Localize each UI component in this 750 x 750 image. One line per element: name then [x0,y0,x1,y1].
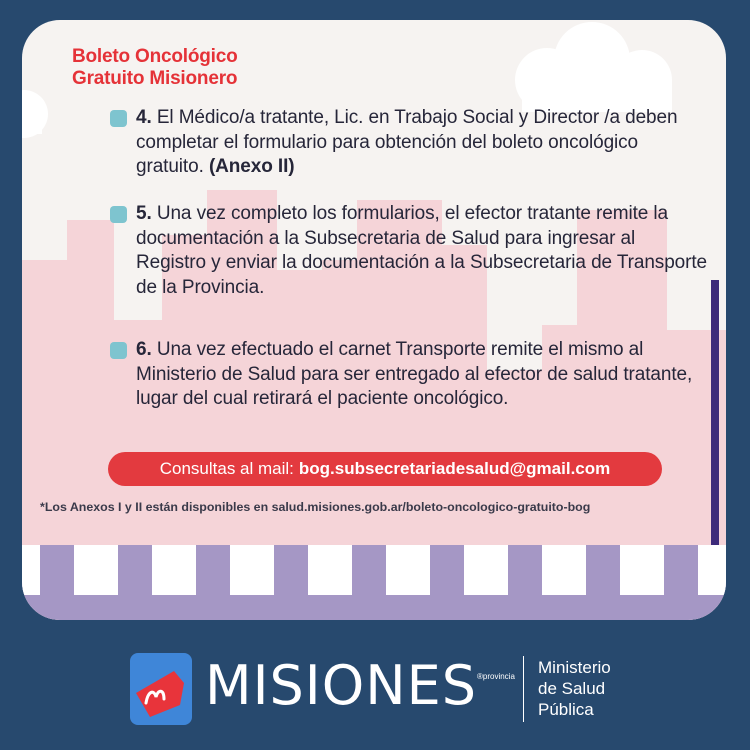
step-4-annex: (Anexo II) [208,156,295,177]
step-5-body: Una vez completo los formularios, el efector tratante remite la documentación a la Subsecretaria de Salud para ingresar al Registro y enviar la documentación a la Subsecretaria de Transporte de la Provincia. [136,203,708,298]
step-6 [110,338,710,412]
ministry-name [538,657,611,720]
step-6-body: Una vez efectuado el carnet Transporte remite el mismo al Ministerio de Salud para ser entregado al efector de salud tratante, lugar del cual retirará el paciente oncológico. [136,339,693,409]
ministry-line-1: Ministerio [538,658,611,677]
brand-divider [523,656,524,722]
info-card [22,20,726,620]
cloud-top-right [515,22,672,112]
footnote: *Los Anexos I y II están disponibles en salud.misiones.gob.ar/boleto-oncologico-gratuito-bog [40,500,591,514]
title-line-2: Gratuito Misionero [72,68,238,89]
step-5-text [136,202,710,300]
step-6-number: 6. [136,339,152,360]
cloud-left [22,90,48,138]
step-6-text [136,338,710,412]
step-4 [110,106,710,180]
step-5 [110,202,710,300]
step-4-body: El Médico/a tratante, Lic. en Trabajo Social y Director /a deben completar el formulario para obtención del boleto oncológico gratuito. [136,107,678,177]
step-4-text [136,106,710,180]
page-title [72,46,238,90]
step-5-number: 5. [136,203,152,224]
logo-mark-icon [130,653,192,725]
ministry-line-2: de Salud [538,679,606,698]
misiones-wordmark: MISIONES [205,654,478,717]
title-line-1: Boleto Oncológico [72,46,238,67]
bullet-square-icon [110,342,127,359]
bullet-square-icon [110,206,127,223]
contact-label: Consultas al mail: [159,459,294,478]
contact-email[interactable]: bog.subsecretariadesalud@gmail.com [298,459,611,478]
bullet-square-icon [110,110,127,127]
side-stripe [711,280,719,545]
wordmark-suffix: ®provincia [477,672,515,681]
step-4-number: 4. [136,107,152,128]
contact-email-pill[interactable] [108,452,662,486]
ministry-line-3: Pública [538,700,594,719]
misiones-logo-icon [130,653,192,725]
